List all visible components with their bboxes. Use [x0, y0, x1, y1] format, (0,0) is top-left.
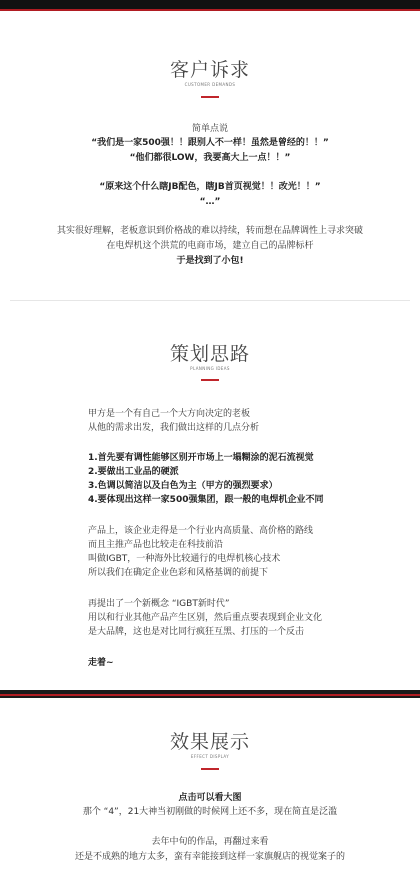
section-divider [10, 300, 410, 301]
list-item: 1.首先要有调性能够区别开市场上一塌糊涂的泥石流视觉 [88, 453, 314, 463]
quote-line: “原来这个什么瞎JB配色，瞎JB首页视觉！！改光！！” [99, 182, 321, 192]
text-line: 产品上，该企业走得是一个行业内高质量、高价格的路线 [88, 526, 314, 536]
section-red-divider [201, 379, 219, 381]
text-line: 从他的需求出发，我们做出这样的几点分析 [88, 423, 260, 433]
section-title-planning-ideas: 策划思路 [169, 343, 250, 365]
section-subtitle-customer-demands: CUSTOMER DEMANDS [184, 82, 236, 87]
text-line: 所以我们在确定企业色彩和风格基调的前提下 [88, 568, 269, 578]
list-item: 4.要体现出这样一家500强集团，跟一般的电焊机企业不同 [88, 495, 324, 505]
planning-intro [88, 407, 259, 435]
emphasis-line: 点击可以看大图 [178, 793, 242, 803]
section-title-effect-display: 效果展示 [169, 731, 250, 753]
section-red-divider [201, 768, 219, 770]
text-line: 叫做IGBT，一种海外比较通行的电焊机核心技术 [88, 554, 281, 564]
text-line: 去年中旬的作品，再翻过来看 [151, 837, 269, 847]
quote-line: “他们都很LOW，我要高大上一点！！” [129, 153, 291, 163]
text-line: 是大品牌，这也是对比同行疯狂互黑、打压的一个反击 [88, 627, 305, 637]
text-line: 用以和行业其他产品产生区别，然后重点要表现到企业文化 [88, 613, 323, 623]
text-line: 再提出了一个新概念 “IGBT新时代” [88, 599, 230, 609]
section-subtitle-effect-display: EFFECT DISPLAY [190, 754, 230, 759]
section-title-customer-demands: 客户诉求 [169, 59, 250, 81]
planning-paragraph-2 [88, 597, 322, 639]
planning-paragraph-1 [88, 524, 313, 580]
text-line: 那个 “4”，21大神当初刚做的时候网上还不多，现在简直是泛滥 [82, 807, 338, 817]
closing-line: 走着~ [88, 658, 114, 668]
planning-closing [88, 656, 114, 670]
section-subtitle-planning-ideas: PLANNING IDEAS [190, 366, 230, 371]
section-red-divider [201, 96, 219, 98]
quote-line: “我们是一家500强！！跟别人不一样！虽然是曾经的！！” [91, 138, 329, 148]
list-item: 3.色调以简洁以及白色为主（甲方的强烈要求） [88, 481, 278, 491]
text-line: 而且主推产品也比较走在科技前沿 [88, 540, 224, 550]
planning-points [88, 451, 323, 507]
quote-line: “…” [199, 197, 221, 207]
top-red-accent [0, 9, 420, 11]
text-line: 还是不成熟的地方太多，蛮有幸能接到这样一家旗舰店的视觉案子的 [74, 852, 345, 862]
text-line: 简单点说 [191, 124, 228, 134]
text-line: 在电焊机这个洪荒的电商市场，建立自己的品牌标杆 [106, 241, 314, 251]
section-red-band [0, 694, 420, 696]
list-item: 2.要做出工业品的硬派 [88, 467, 179, 477]
text-line: 甲方是一个有自己一个大方向决定的老板 [88, 409, 251, 419]
top-dark-bar [0, 0, 420, 9]
emphasis-line: 于是找到了小包! [176, 256, 244, 266]
text-line: 其实很好理解，老板意识到价格战的难以持续，转而想在品牌调性上寻求突破 [56, 226, 363, 236]
